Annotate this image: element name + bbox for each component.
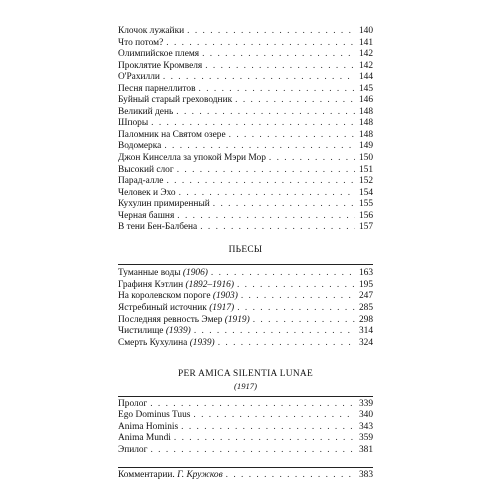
toc-entry-title-text: Проклятие Кромвеля	[118, 60, 203, 71]
dot-leader	[181, 422, 355, 434]
toc-entry[interactable]	[118, 199, 373, 211]
toc-entry[interactable]	[118, 303, 373, 315]
toc-entry[interactable]	[118, 399, 373, 411]
toc-entry-page: 148	[358, 118, 373, 129]
toc-entry-title	[118, 291, 238, 303]
dot-leader	[218, 338, 355, 350]
poems-list	[118, 26, 373, 234]
toc-entry-page: 157	[358, 222, 373, 233]
toc-entry-title	[118, 107, 173, 119]
toc-entry[interactable]	[118, 326, 373, 338]
toc-entry[interactable]	[118, 188, 373, 200]
dot-leader	[177, 165, 355, 177]
toc-entry-title-text: Что потом?	[118, 37, 164, 48]
section-heading-plays: ПЬЕСЫ	[228, 244, 263, 255]
table-of-contents	[118, 26, 373, 481]
toc-entry-page: 149	[358, 141, 373, 152]
dot-leader	[213, 199, 355, 211]
toc-entry-page: 314	[358, 326, 373, 337]
dot-leader	[237, 303, 355, 315]
dot-leader	[166, 38, 355, 50]
toc-entry-title	[118, 165, 174, 177]
toc-entry[interactable]	[118, 268, 373, 280]
toc-entry[interactable]	[118, 410, 373, 422]
toc-entry-title	[118, 280, 234, 292]
toc-entry-title-text: Смерть Кухулина	[118, 337, 188, 348]
toc-entry-title	[118, 338, 215, 350]
toc-entry-title	[118, 141, 161, 153]
toc-entry-page: 324	[358, 337, 373, 348]
toc-entry-year: (1906)	[182, 268, 208, 279]
toc-entry[interactable]	[118, 338, 373, 350]
toc-entry-title	[118, 176, 163, 188]
commentary-author: Г. Кружков	[177, 469, 223, 480]
toc-entry-page: 383	[358, 469, 373, 480]
toc-entry-page: 148	[358, 106, 373, 117]
toc-entry-title	[118, 211, 174, 223]
toc-entry-title-text: Парад-алле	[118, 176, 164, 187]
toc-entry-title-text: В тени Бен-Балбена	[118, 222, 198, 233]
toc-entry-title	[118, 326, 191, 338]
toc-entry-title-text: Водомерка	[118, 141, 162, 152]
toc-entry-title-text: О'Рахилли	[118, 72, 160, 83]
toc-entry-title-text: Великий день	[118, 106, 174, 117]
toc-entry-page: 195	[358, 279, 373, 290]
toc-entry-title-text: Ego Dominus Tuus	[118, 410, 191, 421]
toc-entry-title	[118, 153, 266, 165]
toc-entry-page: 343	[358, 421, 373, 432]
toc-entry-page: 154	[358, 187, 373, 198]
toc-entry[interactable]	[118, 176, 373, 188]
toc-entry-title	[118, 433, 171, 445]
commentary-list	[118, 470, 373, 482]
dot-leader	[193, 410, 355, 422]
dot-leader	[151, 118, 355, 130]
toc-entry-title-text: Чистилище	[118, 326, 164, 337]
toc-entry-page: 285	[358, 303, 373, 314]
toc-entry[interactable]	[118, 315, 373, 327]
section-rule-commentary	[118, 467, 373, 468]
toc-entry-year: (1939)	[189, 337, 215, 348]
toc-entry[interactable]	[118, 49, 373, 61]
dot-leader	[164, 141, 355, 153]
toc-entry-page: 340	[358, 410, 373, 421]
toc-entry-title	[118, 422, 178, 434]
dot-leader	[205, 61, 355, 73]
toc-entry[interactable]	[118, 61, 373, 73]
toc-entry-page: 140	[358, 26, 373, 36]
toc-entry-title	[118, 268, 208, 280]
toc-entry-year: (1919)	[224, 314, 250, 325]
toc-entry-title-text: Anima Mundi	[118, 433, 171, 444]
toc-entry-page: 339	[358, 398, 373, 409]
toc-entry-title	[118, 410, 190, 422]
toc-entry[interactable]	[118, 107, 373, 119]
toc-entry-commentary[interactable]	[118, 470, 373, 482]
toc-entry-page: 141	[358, 37, 373, 48]
toc-entry-title-text: Эпилог	[118, 444, 148, 455]
toc-entry[interactable]	[118, 26, 373, 38]
toc-entry[interactable]	[118, 445, 373, 457]
section-rule-per-amica	[118, 396, 373, 397]
toc-entry[interactable]	[118, 38, 373, 50]
toc-entry-page: 155	[358, 199, 373, 210]
toc-entry-page: 163	[358, 268, 373, 279]
dot-leader	[194, 326, 355, 338]
toc-entry-page: 146	[358, 95, 373, 106]
dot-leader	[150, 445, 355, 457]
dot-leader	[163, 72, 355, 84]
toc-entry-title	[118, 315, 250, 327]
toc-entry-page: 156	[358, 210, 373, 221]
dot-leader	[199, 84, 355, 96]
section-rule-plays	[118, 264, 373, 265]
toc-entry[interactable]	[118, 95, 373, 107]
toc-entry-title-text: Туманные воды	[118, 268, 181, 279]
dot-leader	[237, 280, 355, 292]
dot-leader	[229, 130, 355, 142]
toc-entry[interactable]	[118, 130, 373, 142]
toc-entry-title-text: Джон Кинселла за упокой Мэри Мор	[118, 153, 266, 164]
dot-leader	[253, 315, 355, 327]
dot-leader	[269, 153, 355, 165]
toc-entry-title-text: Олимпийское племя	[118, 49, 200, 60]
toc-entry-page: 148	[358, 129, 373, 140]
toc-entry[interactable]	[118, 84, 373, 96]
toc-entry-page: 381	[358, 444, 373, 455]
toc-entry-title	[118, 303, 234, 315]
toc-entry-year: (1917)	[209, 303, 235, 314]
toc-entry-title	[118, 95, 232, 107]
toc-entry-title-text: Кухулин примиренный	[118, 199, 210, 210]
toc-entry-page: 144	[358, 72, 373, 83]
dot-leader	[150, 399, 355, 411]
toc-entry-year: (1892–1916)	[185, 279, 234, 290]
toc-entry[interactable]	[118, 211, 373, 223]
dot-leader	[211, 268, 355, 280]
dot-leader	[187, 26, 355, 38]
toc-entry-title	[118, 61, 202, 73]
toc-entry-title	[118, 26, 184, 38]
section-subheading-per-amica: (1917)	[234, 380, 257, 391]
toc-entry-title	[118, 38, 163, 50]
toc-entry-title	[118, 72, 160, 84]
toc-entry-title	[118, 84, 196, 96]
toc-entry-page: 151	[358, 164, 373, 175]
toc-entry-title-text: На королевском пороге	[118, 291, 211, 302]
section-heading-per-amica: PER AMICA SILENTIA LUNAE	[177, 369, 314, 380]
toc-entry-title	[118, 49, 199, 61]
per-amica-list	[118, 399, 373, 457]
dot-leader	[174, 433, 355, 445]
dot-leader	[226, 470, 355, 482]
toc-entry-title-text: Песня парнеллитов	[118, 83, 196, 94]
toc-entry-title	[118, 188, 176, 200]
toc-entry-title	[118, 199, 210, 211]
toc-entry-title	[118, 130, 226, 142]
toc-entry[interactable]	[118, 118, 373, 130]
dot-leader	[179, 188, 355, 200]
toc-entry[interactable]	[118, 153, 373, 165]
toc-entry-title-text: Ястребиный источник	[118, 303, 207, 314]
toc-entry-page: 145	[358, 83, 373, 94]
toc-entry-title-text: Черная башня	[118, 210, 175, 221]
plays-list	[118, 268, 373, 349]
toc-entry[interactable]	[118, 280, 373, 292]
commentary-label: Комментарии.	[118, 469, 175, 480]
toc-entry-title-text: Клочок лужайки	[118, 26, 185, 36]
dot-leader	[202, 49, 355, 61]
toc-entry-title-text: Шпоры	[118, 118, 149, 129]
toc-entry-page: 150	[358, 153, 373, 164]
toc-entry-page: 247	[358, 291, 373, 302]
toc-entry-page: 142	[358, 60, 373, 71]
toc-entry-title-text: Человек и Эхо	[118, 187, 176, 198]
toc-entry[interactable]	[118, 291, 373, 303]
toc-entry-page: 142	[358, 49, 373, 60]
dot-leader	[241, 291, 355, 303]
toc-entry-page: 298	[358, 314, 373, 325]
toc-entry-title-text: Anima Hominis	[118, 421, 179, 432]
dot-leader	[166, 176, 355, 188]
toc-entry-title-text: Последняя ревность Эмер	[118, 314, 223, 325]
toc-entry[interactable]	[118, 433, 373, 445]
toc-entry-year: (1939)	[165, 326, 191, 337]
toc-entry-title-text: Графиня Кэтлин	[118, 279, 184, 290]
toc-entry-title-text: Паломник на Святом озере	[118, 129, 226, 140]
toc-entry-title-text: Пролог	[118, 398, 148, 409]
toc-entry-page: 152	[358, 176, 373, 187]
toc-entry[interactable]	[118, 222, 373, 234]
toc-entry-title-text: Буйный старый греховодник	[118, 95, 233, 106]
toc-entry-title	[118, 222, 197, 234]
toc-entry-title	[118, 470, 223, 482]
toc-entry-title	[118, 118, 148, 130]
toc-entry[interactable]	[118, 422, 373, 434]
toc-entry-year: (1903)	[212, 291, 238, 302]
dot-leader	[235, 95, 355, 107]
dot-leader	[177, 211, 355, 223]
toc-entry-title-text: Высокий слог	[118, 164, 174, 175]
dot-leader	[200, 222, 355, 234]
toc-entry[interactable]	[118, 165, 373, 177]
dot-leader	[176, 107, 355, 119]
toc-entry-title	[118, 399, 147, 411]
toc-entry-title	[118, 445, 147, 457]
toc-entry[interactable]	[118, 72, 373, 84]
toc-entry[interactable]	[118, 141, 373, 153]
toc-entry-page: 359	[358, 433, 373, 444]
